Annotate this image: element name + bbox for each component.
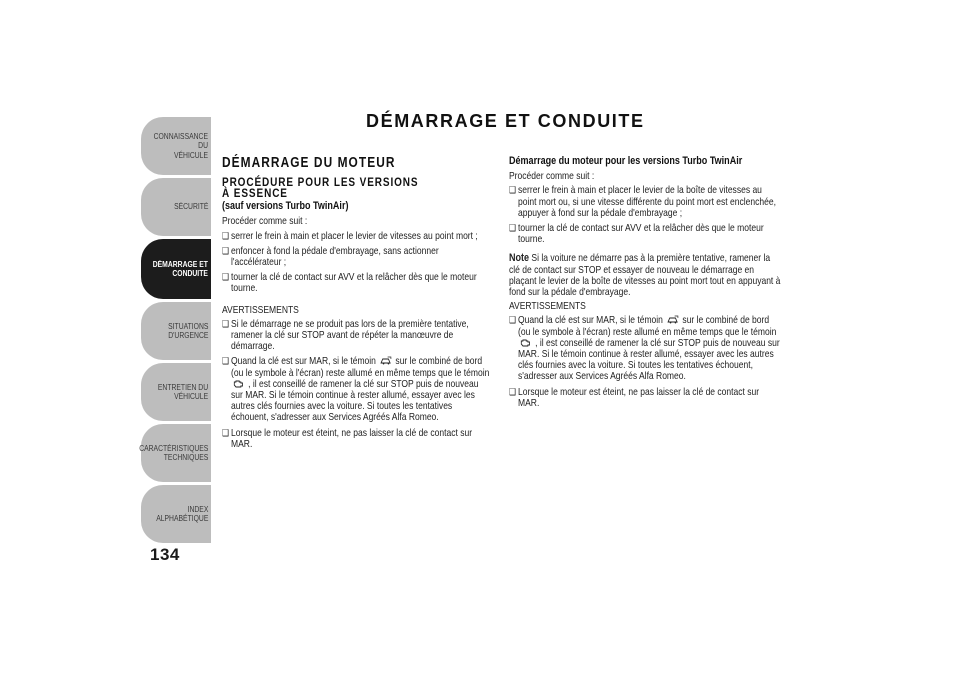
- warning-text: , il est conseillé de ramener la clé sur STOP puis de nouveau sur MAR. Si le témoin continue à rester allumé, essayer avec les autres clés fournies avec la voiture. Si toutes les tentatives échouent, s'adresser aux Services Agréés Alfa Romeo.: [518, 337, 780, 383]
- tab-demarrage-et-conduite[interactable]: [141, 239, 211, 299]
- warning-item: [222, 356, 490, 423]
- warning-item: ❑ Si le démarrage ne se produit pas lors de la première tentative, ramener la clé sur STOP avant de répéter la manœuvre de démarrage.: [222, 319, 490, 353]
- step-item: ❑ tourner la clé de contact sur AVV et la relâcher dès que le moteur tourne.: [509, 223, 782, 245]
- warning-text: Quand la clé est sur MAR, si le témoin: [231, 356, 376, 368]
- warning-text: sur le combiné de bord (ou le symbole à l'écran) reste allumé en même temps que le témoin: [518, 315, 777, 338]
- warning-text: Quand la clé est sur MAR, si le témoin: [518, 315, 663, 327]
- tab-securite[interactable]: [141, 178, 211, 236]
- engine-warning-icon: [520, 338, 531, 347]
- tab-label: DÉMARRAGE ET CONDUITE: [152, 259, 208, 278]
- right-column: [509, 156, 782, 413]
- step-item: ❑ serrer le frein à main et placer le levier de vitesses au point mort ;: [222, 231, 490, 242]
- intro-text: Procéder comme suit :: [222, 216, 308, 228]
- tab-label: ENTRETIEN DU VÉHICULE: [157, 382, 208, 401]
- section-heading: DÉMARRAGE DU MOTEUR: [222, 155, 396, 171]
- left-column: [222, 156, 490, 454]
- warning-item: [509, 315, 782, 382]
- note: [509, 253, 782, 298]
- step-item: ❑ tourner la clé de contact sur AVV et la relâcher dès que le moteur tourne.: [222, 272, 490, 294]
- section-heading: Démarrage du moteur pour les versions Turbo TwinAir: [509, 155, 743, 167]
- page-number: 134: [150, 545, 180, 564]
- subsection-subheading: (sauf versions Turbo TwinAir): [222, 200, 349, 213]
- chapter-tabs: [138, 117, 211, 546]
- tab-connaissance-du-vehicule[interactable]: [141, 117, 211, 175]
- warning-item: ❑ Lorsque le moteur est éteint, ne pas laisser la clé de contact sur MAR.: [509, 387, 782, 409]
- subsection-heading: PROCÉDURE POUR LES VERSIONS À ESSENCE: [222, 175, 419, 201]
- warning-item: ❑ Lorsque le moteur est éteint, ne pas laisser la clé de contact sur MAR.: [222, 428, 490, 450]
- step-item: ❑ serrer le frein à main et placer le levier de la boîte de vitesses au point mort ou, si une vitesse différente du point mort est enclenchée, appuyer à fond sur la pédale d'embrayage ;: [509, 185, 782, 219]
- tab-label: SÉCURITÉ: [173, 202, 208, 212]
- page-title: DÉMARRAGE ET CONDUITE: [366, 111, 645, 131]
- car-key-warning-icon: [380, 356, 391, 365]
- intro-text: Procéder comme suit :: [509, 171, 595, 183]
- warning-text: sur le combiné de bord (ou le symbole à l'écran) reste allumé en même temps que le témoin: [231, 356, 490, 379]
- warning-text: , il est conseillé de ramener la clé sur STOP puis de nouveau sur MAR. Si le témoin continue à rester allumé, essayer avec les autres clés fournies avec la voiture. Si toutes les tentatives échouent, s'adresser aux Services Agréés Alfa Romeo.: [231, 378, 479, 424]
- note-text: Si la voiture ne démarre pas à la première tentative, ramener la clé de contact sur STOP et essayer de nouveau le démarrage en plaçant le levier de la boîte de vitesses au point mort tout en appuyant à fond sur la pédale d'embrayage.: [509, 253, 781, 299]
- note-label: Note: [509, 252, 530, 265]
- tab-label: SITUATIONS D'URGENCE: [167, 321, 208, 340]
- tab-label: CARACTÉRISTIQUES TECHNIQUES: [138, 443, 208, 462]
- warnings-title: AVERTISSEMENTS: [222, 304, 299, 316]
- tab-label: INDEX ALPHABÉTIQUE: [155, 504, 208, 523]
- tab-situations-d-urgence[interactable]: [141, 302, 211, 360]
- tab-label: CONNAISSANCE DU VÉHICULE: [153, 131, 208, 160]
- step-item: ❑ enfoncer à fond la pédale d'embrayage, sans actionner l'accélérateur ;: [222, 246, 490, 268]
- warnings-title: AVERTISSEMENTS: [509, 301, 586, 313]
- tab-caracteristiques-techniques[interactable]: [138, 424, 211, 482]
- engine-warning-icon: [233, 379, 244, 388]
- tab-entretien-du-vehicule[interactable]: [141, 363, 211, 421]
- car-key-warning-icon: [667, 315, 678, 324]
- tab-index-alphabetique[interactable]: [141, 485, 211, 543]
